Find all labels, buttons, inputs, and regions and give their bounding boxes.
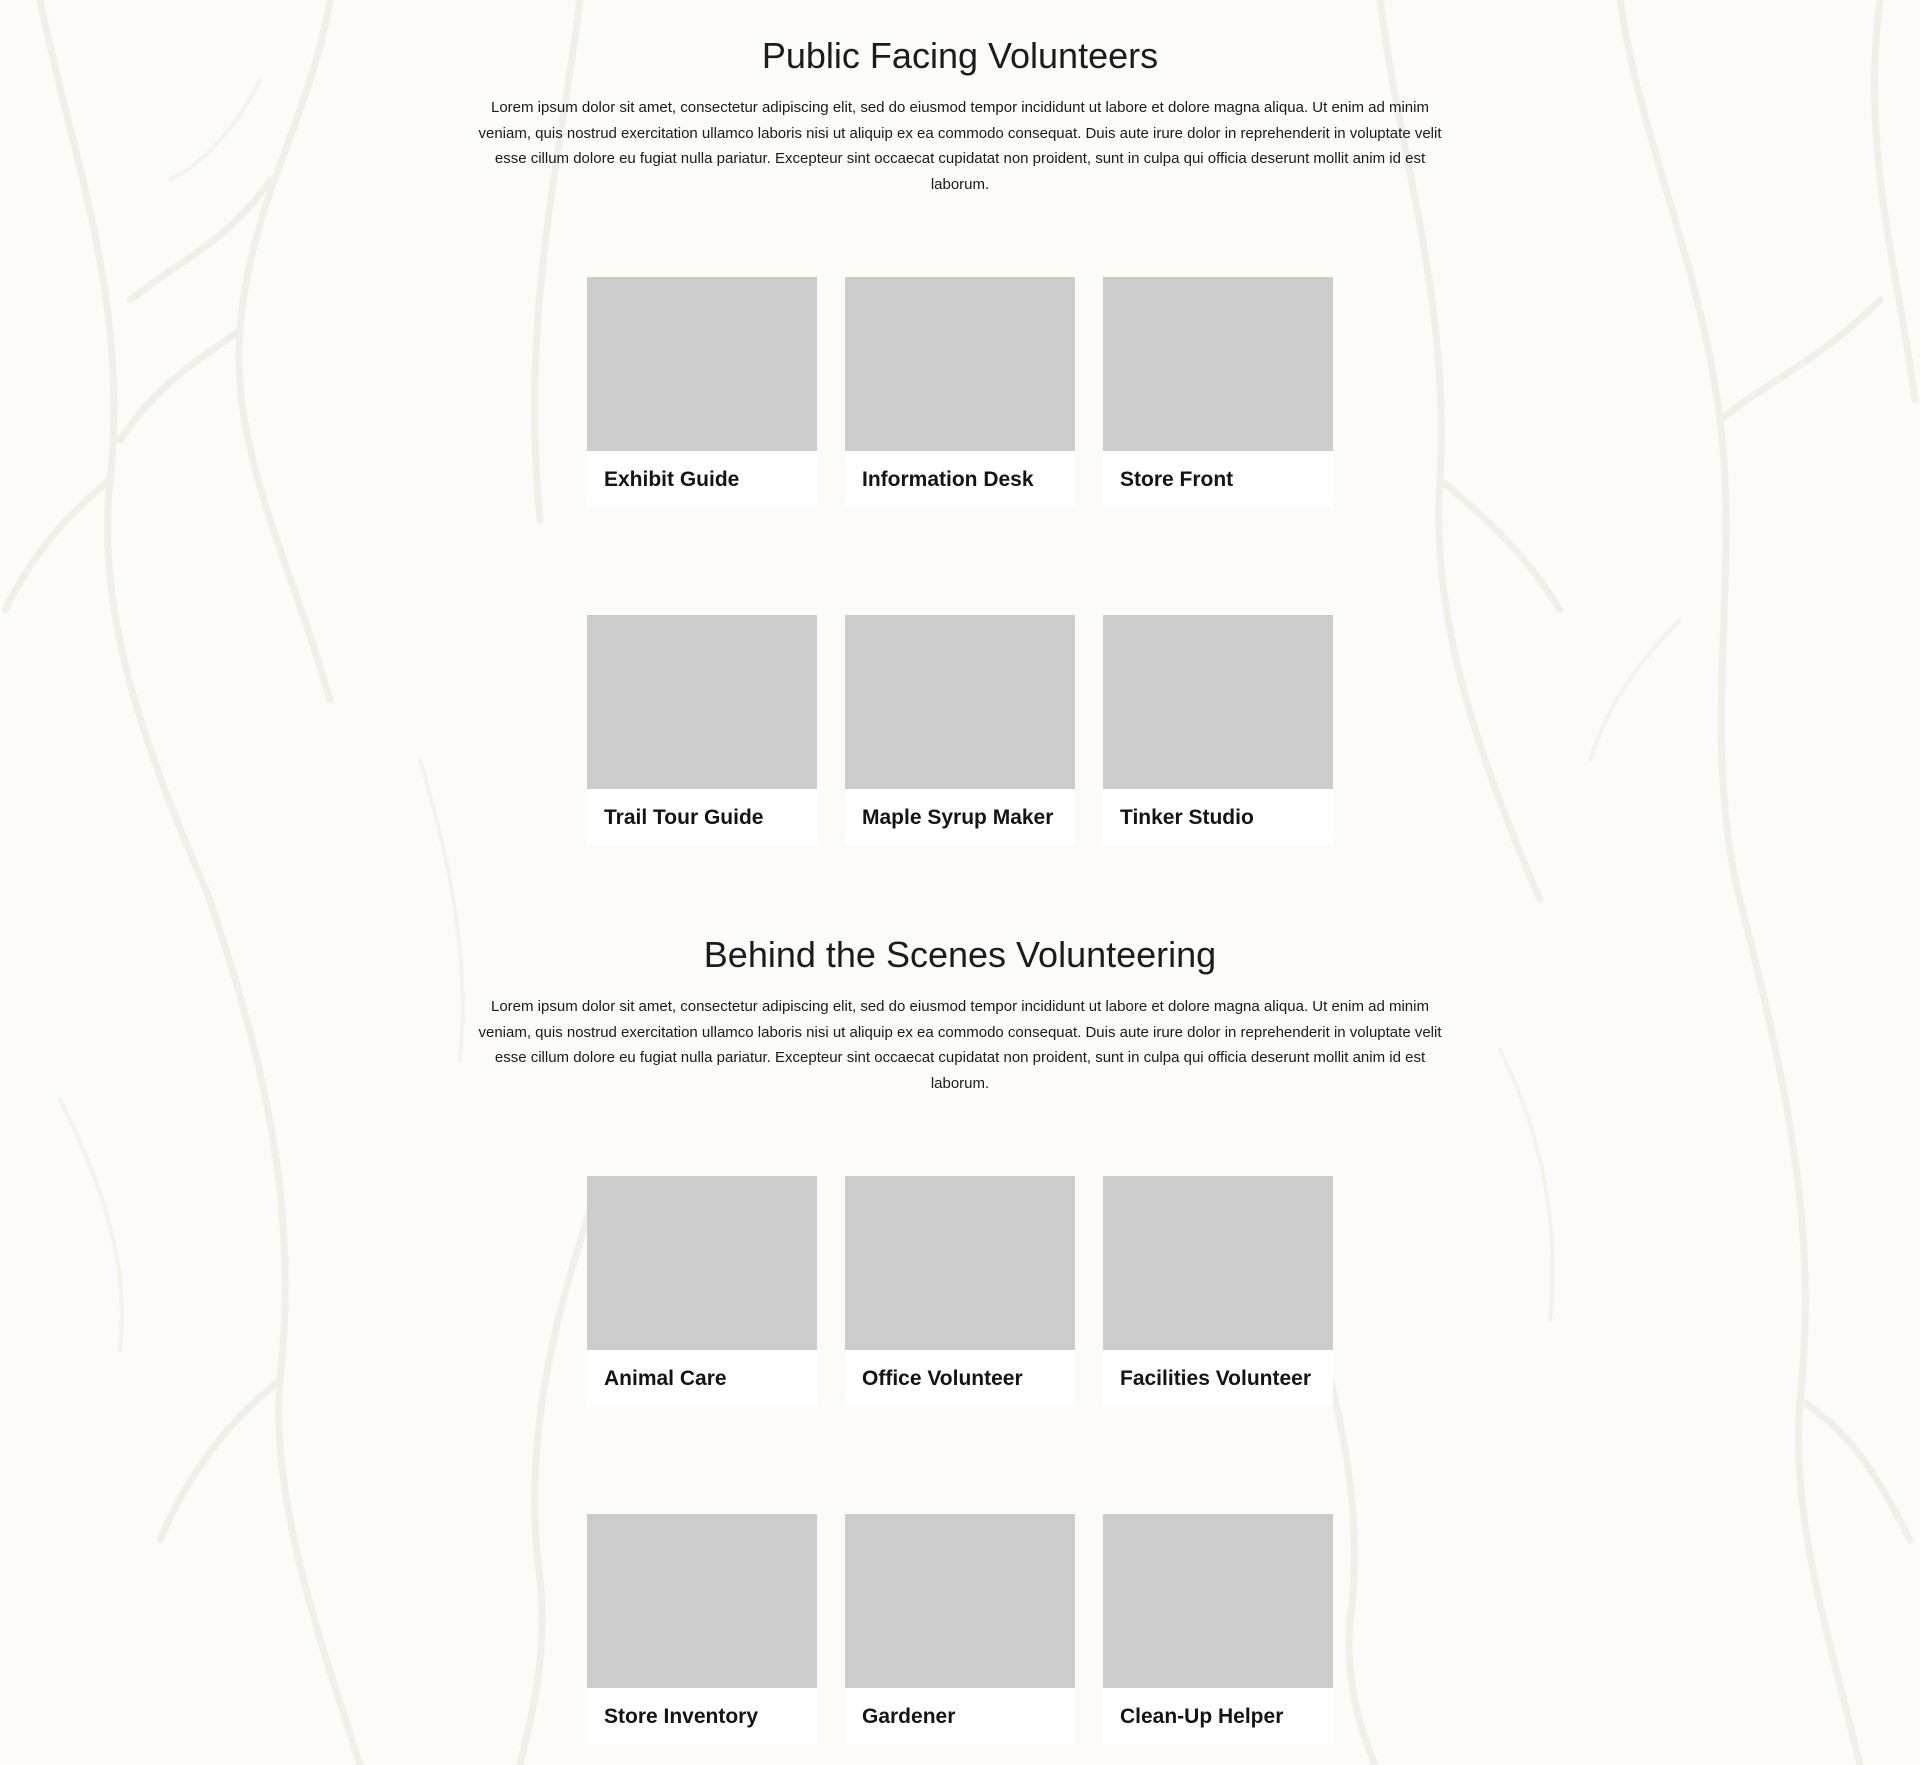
section-description: Lorem ipsum dolor sit amet, consectetur adipiscing elit, sed do eiusmod tempor incididunt ut labore et dolore magna aliqua. Ut enim ad minim veniam, quis nostrud exercitation ullamco laboris nisi ut aliquip ex ea commodo consequat. Duis aute irure dolor in reprehenderit in voluptate velit esse cillum dolore eu fugiat nulla pariatur. Excepteur sint occaecat cupidatat non proident, sunt in culpa qui officia deserunt mollit anim id est laborum. <box>478 998 1442 1092</box>
role-image-placeholder <box>1103 1176 1333 1350</box>
role-card-gardener[interactable] <box>845 1514 1075 1744</box>
role-image-placeholder <box>587 1514 817 1688</box>
role-image-placeholder <box>1103 277 1333 451</box>
role-card-label: Clean-Up Helper <box>1120 1705 1284 1728</box>
role-card-tinker-studio[interactable] <box>1103 615 1333 845</box>
role-card-label: Facilities Volunteer <box>1120 1367 1311 1390</box>
role-card-office-volunteer[interactable] <box>845 1176 1075 1406</box>
role-card-exhibit-guide[interactable] <box>587 277 817 507</box>
role-card-maple-syrup-maker[interactable] <box>845 615 1075 845</box>
role-card-label: Office Volunteer <box>862 1367 1023 1390</box>
role-card-label: Store Inventory <box>604 1705 759 1728</box>
role-image-placeholder <box>1103 1514 1333 1688</box>
role-card-label: Animal Care <box>604 1367 727 1390</box>
volunteer-role-grid <box>0 1176 1920 1744</box>
role-image-placeholder <box>587 615 817 789</box>
section-title: Behind the Scenes Volunteering <box>703 934 1217 975</box>
role-card-label: Exhibit Guide <box>604 468 740 491</box>
section-description: Lorem ipsum dolor sit amet, consectetur adipiscing elit, sed do eiusmod tempor incididunt ut labore et dolore magna aliqua. Ut enim ad minim veniam, quis nostrud exercitation ullamco laboris nisi ut aliquip ex ea commodo consequat. Duis aute irure dolor in reprehenderit in voluptate velit esse cillum dolore eu fugiat nulla pariatur. Excepteur sint occaecat cupidatat non proident, sunt in culpa qui officia deserunt mollit anim id est laborum. <box>478 99 1442 193</box>
role-card-label: Trail Tour Guide <box>604 806 764 829</box>
role-card-label: Tinker Studio <box>1120 806 1254 829</box>
role-image-placeholder <box>587 277 817 451</box>
role-card-label: Maple Syrup Maker <box>862 806 1054 829</box>
role-card-clean-up-helper[interactable] <box>1103 1514 1333 1744</box>
role-image-placeholder <box>845 277 1075 451</box>
role-card-store-inventory[interactable] <box>587 1514 817 1744</box>
role-card-store-front[interactable] <box>1103 277 1333 507</box>
behind-the-scenes-section <box>0 933 1920 1744</box>
role-image-placeholder <box>1103 615 1333 789</box>
public-facing-section <box>0 0 1920 845</box>
role-card-label: Gardener <box>862 1705 956 1728</box>
role-card-information-desk[interactable] <box>845 277 1075 507</box>
role-card-animal-care[interactable] <box>587 1176 817 1406</box>
role-image-placeholder <box>845 1176 1075 1350</box>
role-image-placeholder <box>845 1514 1075 1688</box>
section-title: Public Facing Volunteers <box>761 35 1159 76</box>
role-card-facilities-volunteer[interactable] <box>1103 1176 1333 1406</box>
role-image-placeholder <box>845 615 1075 789</box>
volunteer-role-grid <box>0 277 1920 845</box>
role-card-trail-tour-guide[interactable] <box>587 615 817 845</box>
role-card-label: Information Desk <box>862 468 1034 491</box>
role-image-placeholder <box>587 1176 817 1350</box>
role-card-label: Store Front <box>1120 468 1234 491</box>
